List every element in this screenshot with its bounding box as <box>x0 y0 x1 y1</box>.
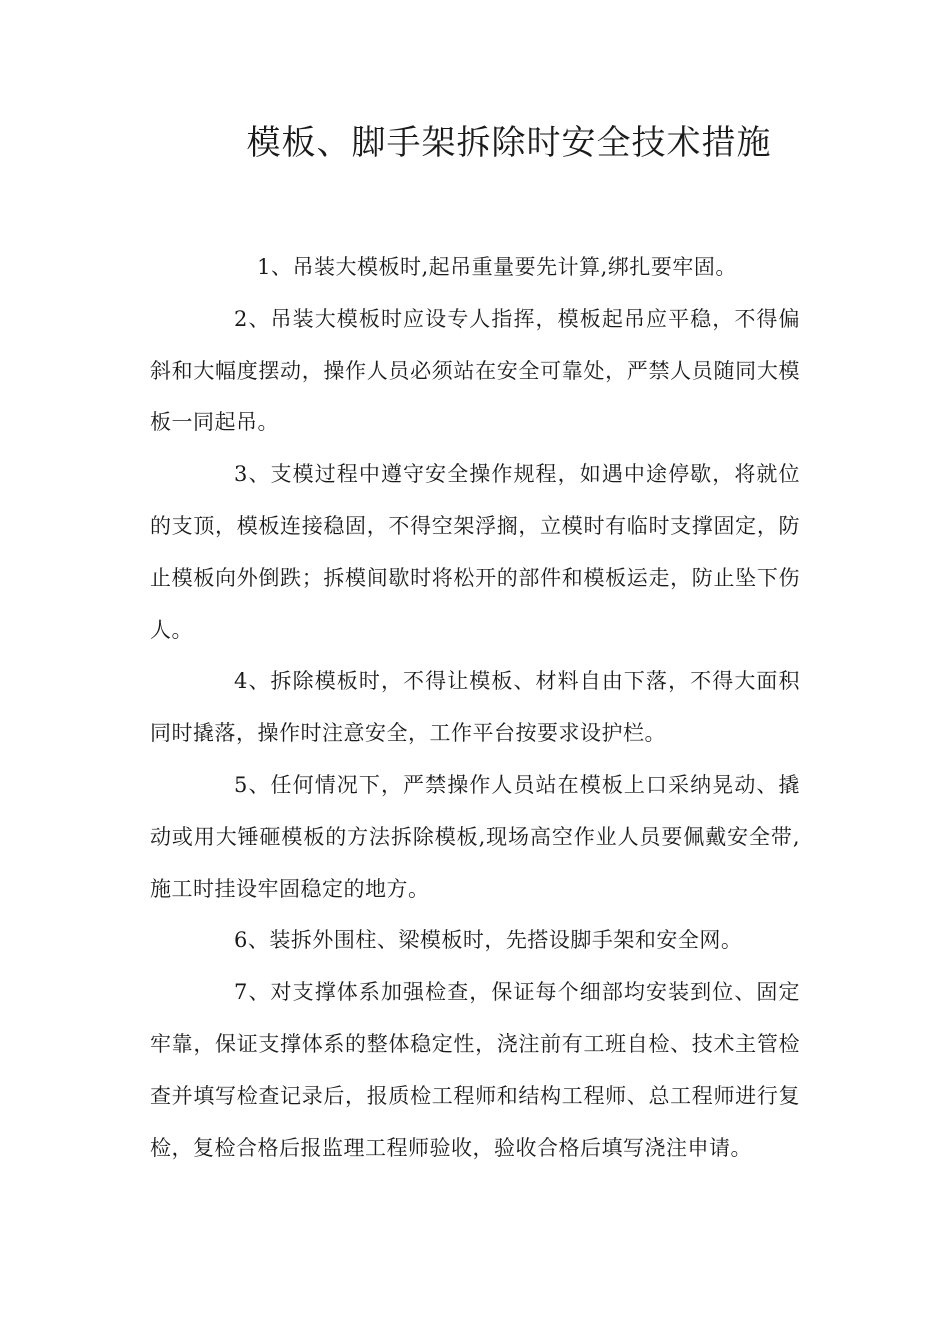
paragraph-4: 4、拆除模板时，不得让模板、材料自由下落，不得大面积同时撬落，操作时注意安全，工作平台按要求设护栏。 <box>150 669 800 746</box>
document-body <box>150 242 800 1174</box>
paragraph-6: 6、装拆外围柱、梁模板时，先搭设脚手架和安全网。 <box>234 928 743 953</box>
paragraph-7: 7、对支撑体系加强检查，保证每个细部均安装到位、固定牢靠，保证支撑体系的整体稳定性，浇注前有工班自检、技术主管检查并填写检查记录后，报质检工程师和结构工程师、总工程师进行复检，复检合格后报监理工程师验收，验收合格后填写浇注申请。 <box>150 980 800 1160</box>
paragraph-2: 2、吊装大模板时应设专人指挥，模板起吊应平稳，不得偏斜和大幅度摆动，操作人员必须站在安全可靠处，严禁人员随同大模板一同起吊。 <box>150 306 800 435</box>
document-title: 模板、脚手架拆除时安全技术措施 <box>246 123 772 163</box>
paragraph-5: 5、任何情况下，严禁操作人员站在模板上口采纳晃动、撬动或用大锤砸模板的方法拆除模板,现场高空作业人员要佩戴安全带,施工时挂设牢固稳定的地方。 <box>150 772 800 901</box>
paragraph-3: 3、支模过程中遵守安全操作规程，如遇中途停歇，将就位的支顶，模板连接稳固，不得空架浮搁，立模时有临时支撑固定，防止模板向外倒跌；拆模间歇时将松开的部件和模板运走，防止坠下伤人。 <box>150 462 800 642</box>
paragraph-1: 1、吊装大模板时,起吊重量要先计算,绑扎要牢固。 <box>257 255 737 279</box>
